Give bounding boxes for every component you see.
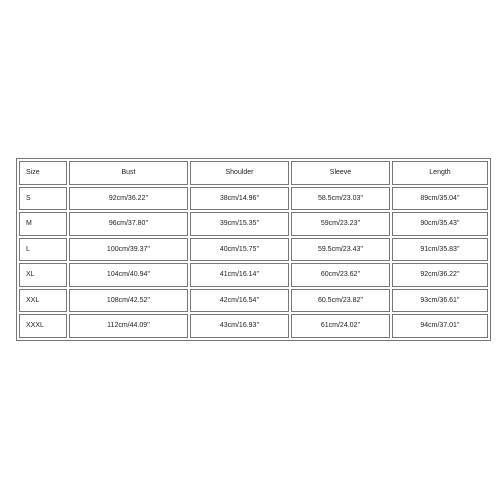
- cell-size: XXXL: [19, 314, 67, 338]
- cell-length: 91cm/35.83'': [392, 238, 488, 262]
- cell-sleeve: 61cm/24.02'': [291, 314, 390, 338]
- header-row: [19, 161, 488, 185]
- table-row: [19, 238, 488, 262]
- cell-shoulder: 39cm/15.35'': [190, 212, 289, 236]
- header-size: Size: [19, 161, 67, 185]
- cell-size: S: [19, 187, 67, 211]
- cell-length: 89cm/35.04'': [392, 187, 488, 211]
- cell-length: 93cm/36.61'': [392, 289, 488, 313]
- table-row: [19, 263, 488, 287]
- table-row: [19, 187, 488, 211]
- size-chart-table: [16, 158, 491, 341]
- cell-bust: 100cm/39.37'': [69, 238, 188, 262]
- header-sleeve: Sleeve: [291, 161, 390, 185]
- cell-shoulder: 42cm/16.54'': [190, 289, 289, 313]
- table-row: [19, 314, 488, 338]
- cell-length: 94cm/37.01'': [392, 314, 488, 338]
- cell-size: L: [19, 238, 67, 262]
- cell-shoulder: 40cm/15.75'': [190, 238, 289, 262]
- cell-bust: 108cm/42.52'': [69, 289, 188, 313]
- cell-shoulder: 41cm/16.14'': [190, 263, 289, 287]
- cell-sleeve: 60.5cm/23.82'': [291, 289, 390, 313]
- cell-bust: 112cm/44.09'': [69, 314, 188, 338]
- cell-sleeve: 59cm/23.23'': [291, 212, 390, 236]
- table-row: [19, 289, 488, 313]
- table-row: [19, 212, 488, 236]
- cell-size: XL: [19, 263, 67, 287]
- header-length: Length: [392, 161, 488, 185]
- cell-size: M: [19, 212, 67, 236]
- cell-length: 90cm/35.43'': [392, 212, 488, 236]
- cell-sleeve: 60cm/23.62'': [291, 263, 390, 287]
- header-bust: Bust: [69, 161, 188, 185]
- cell-bust: 96cm/37.80'': [69, 212, 188, 236]
- cell-bust: 92cm/36.22'': [69, 187, 188, 211]
- cell-size: XXL: [19, 289, 67, 313]
- cell-shoulder: 38cm/14.96'': [190, 187, 289, 211]
- cell-sleeve: 59.5cm/23.43'': [291, 238, 390, 262]
- cell-bust: 104cm/40.94'': [69, 263, 188, 287]
- header-shoulder: Shoulder: [190, 161, 289, 185]
- cell-shoulder: 43cm/16.93'': [190, 314, 289, 338]
- cell-length: 92cm/36.22'': [392, 263, 488, 287]
- cell-sleeve: 58.5cm/23.03'': [291, 187, 390, 211]
